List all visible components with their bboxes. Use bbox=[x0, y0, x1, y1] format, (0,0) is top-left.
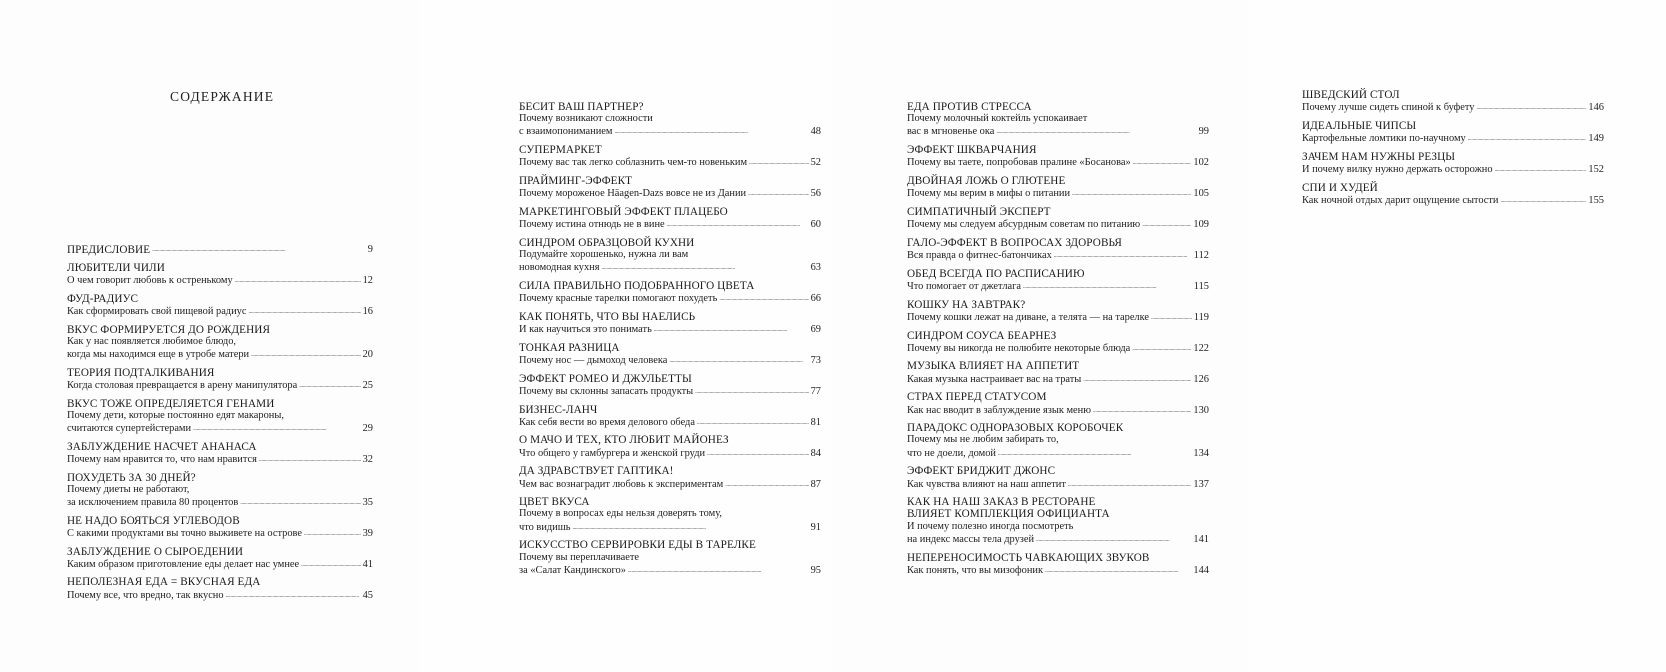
toc-entry-title: ТОНКАЯ РАЗНИЦА bbox=[519, 341, 620, 354]
dot-leader bbox=[697, 416, 809, 429]
dot-leader bbox=[749, 156, 809, 169]
toc-entry bbox=[519, 280, 821, 305]
toc-entry-subtitle: Как ночной отдых дарит ощущение сытости bbox=[1302, 194, 1499, 206]
toc-entry-subtitle: что видишь bbox=[519, 521, 571, 533]
toc-entry-subtitle: Почему дети, которые постоянно едят макароны, bbox=[67, 409, 284, 421]
toc-entry-title: ШВЕДСКИЙ СТОЛ bbox=[1302, 89, 1400, 101]
toc-entry bbox=[907, 299, 1209, 324]
dot-leader bbox=[1476, 101, 1586, 114]
toc-entry-title: СИЛА ПРАВИЛЬНО ПОДОБРАННОГО ЦВЕТА bbox=[519, 279, 755, 292]
toc-entry-title: ВКУС ФОРМИРУЕТСЯ ДО РОЖДЕНИЯ bbox=[67, 323, 271, 336]
toc-page-number: 9 bbox=[367, 244, 373, 255]
toc-entry-title: ИСКУССТВО СЕРВИРОВКИ ЕДЫ В ТАРЕЛКЕ bbox=[519, 539, 756, 552]
toc-entry bbox=[519, 237, 821, 275]
toc-page-number: 130 bbox=[1193, 404, 1209, 416]
dot-leader bbox=[602, 261, 809, 274]
toc-entry-subtitle: Почему мы верим в мифы о питании bbox=[907, 188, 1071, 200]
toc-entry-subtitle: Картофельные ломтики по-научному bbox=[1302, 133, 1466, 145]
toc-page-number: 12 bbox=[362, 274, 373, 286]
dot-leader bbox=[572, 521, 808, 534]
dot-leader bbox=[240, 496, 360, 509]
dot-leader bbox=[695, 385, 808, 398]
toc-entry-title: СУПЕРМАРКЕТ bbox=[519, 144, 602, 157]
toc-entry-subtitle: Почему мороженое Häagen-Dazs вовсе не из Дании bbox=[519, 188, 747, 200]
toc-entry bbox=[1302, 151, 1604, 176]
toc-page-number: 48 bbox=[810, 126, 821, 138]
toc-entry-title: ЦВЕТ ВКУСА bbox=[519, 496, 590, 509]
toc-entry-subtitle: Что общего у гамбургера и женской груди bbox=[519, 447, 706, 459]
toc-column-2 bbox=[519, 101, 821, 583]
toc-entry bbox=[67, 324, 373, 362]
toc-page-number: 91 bbox=[810, 521, 821, 533]
dot-leader bbox=[725, 478, 808, 491]
toc-entry bbox=[67, 441, 373, 466]
toc-entry bbox=[519, 175, 821, 200]
toc-entry-subtitle: И почему полезно иногда посмотреть bbox=[907, 520, 1074, 532]
dot-leader bbox=[259, 453, 361, 466]
toc-page-number: 155 bbox=[1588, 194, 1604, 206]
toc-entry bbox=[519, 404, 821, 429]
toc-entry-subtitle: Почему кошки лежат на диване, а телята — на тарелке bbox=[907, 311, 1150, 323]
toc-entry bbox=[907, 237, 1209, 262]
toc-entry bbox=[519, 434, 821, 459]
toc-entry-subtitle: Почему мы следуем абсурдным советам по питанию bbox=[907, 219, 1141, 231]
dot-leader bbox=[1151, 311, 1192, 324]
toc-entry-subtitle: Как чувства влияют на наш аппетит bbox=[907, 478, 1066, 490]
dot-leader bbox=[996, 125, 1196, 138]
dot-leader bbox=[1495, 163, 1587, 176]
toc-entry-subtitle: Почему диеты не работают, bbox=[67, 483, 190, 495]
toc-entry-title: О МАЧО И ТЕХ, КТО ЛЮБИТ МАЙОНЕЗ bbox=[519, 434, 729, 447]
toc-entry bbox=[67, 262, 373, 287]
toc-page-number: 66 bbox=[810, 293, 821, 305]
toc-entry-title: МУЗЫКА ВЛИЯЕТ НА АППЕТИТ bbox=[907, 360, 1080, 373]
toc-entry-title: ЭФФЕКТ ШКВАРЧАНИЯ bbox=[907, 144, 1037, 157]
toc-page-number: 20 bbox=[362, 348, 373, 360]
dot-leader bbox=[193, 422, 361, 435]
dot-leader bbox=[299, 379, 360, 392]
toc-page-number: 112 bbox=[1193, 250, 1209, 262]
toc-entry-subtitle: Почему в вопросах еды нельзя доверять тому, bbox=[519, 508, 722, 520]
toc-page-number: 134 bbox=[1193, 447, 1209, 459]
toc-entry-subtitle: вас в мгновенье ока bbox=[907, 126, 995, 138]
toc-entry-subtitle: Почему все, что вредно, так вкусно bbox=[67, 589, 224, 601]
toc-page-number: 32 bbox=[362, 453, 373, 465]
toc-entry-title: СИНДРОМ СОУСА БЕАРНЕЗ bbox=[907, 329, 1057, 342]
toc-entry-subtitle: Как нас вводит в заблуждение язык меню bbox=[907, 404, 1091, 416]
toc-entry-title: ВКУС ТОЖЕ ОПРЕДЕЛЯЕТСЯ ГЕНАМИ bbox=[67, 397, 275, 410]
dot-leader bbox=[1072, 187, 1191, 200]
toc-page-number: 35 bbox=[362, 496, 373, 508]
toc-page-number: 41 bbox=[362, 558, 373, 570]
toc-entry-title: ТЕОРИЯ ПОДТАЛКИВАНИЯ bbox=[67, 366, 215, 379]
toc-entry-subtitle: за «Салат Кандинского» bbox=[519, 564, 626, 576]
toc-page-number: 95 bbox=[810, 564, 821, 576]
toc-entry-title: ПРЕДИСЛОВИЕ bbox=[67, 244, 151, 256]
toc-entry bbox=[519, 101, 821, 139]
toc-entry-title: ПОХУДЕТЬ ЗА 30 ДНЕЙ? bbox=[67, 471, 196, 484]
toc-entry-subtitle: Что помогает от джетлага bbox=[907, 280, 1021, 292]
dot-leader bbox=[1054, 249, 1192, 262]
toc-page-number: 77 bbox=[810, 385, 821, 397]
dot-leader bbox=[719, 292, 808, 305]
dot-leader bbox=[654, 323, 809, 336]
toc-entry-subtitle: Почему мы не любим забирать то, bbox=[907, 434, 1059, 446]
toc-entry-subtitle: Почему вы никогда не полюбите некоторые блюда bbox=[907, 342, 1131, 354]
toc-entry-title: ЗАБЛУЖДЕНИЕ НАСЧЕТ АНАНАСА bbox=[67, 440, 257, 453]
toc-page-number: 119 bbox=[1193, 311, 1209, 323]
toc-entry bbox=[907, 330, 1209, 355]
toc-entry bbox=[1302, 182, 1604, 207]
dot-leader bbox=[1133, 156, 1192, 169]
toc-entry-subtitle: новомодная кухня bbox=[519, 262, 600, 274]
toc-entry bbox=[519, 373, 821, 398]
toc-entry bbox=[907, 496, 1209, 546]
toc-entry-title: ПРАЙМИНГ-ЭФФЕКТ bbox=[519, 175, 633, 188]
dot-leader bbox=[1093, 404, 1191, 417]
toc-entry-subtitle: Почему нос — дымоход человека bbox=[519, 354, 668, 366]
toc-page-number: 102 bbox=[1193, 157, 1209, 169]
toc-page-number: 141 bbox=[1193, 533, 1209, 545]
toc-entry bbox=[67, 515, 373, 540]
toc-page-number: 115 bbox=[1193, 280, 1209, 292]
toc-entry-title: ДВОЙНАЯ ЛОЖЬ О ГЛЮТЕНЕ bbox=[907, 175, 1066, 188]
toc-entry-subtitle: Почему красные тарелки помогают похудеть bbox=[519, 293, 718, 305]
toc-entry-subtitle: Чем вас вознаградит любовь к экспериментам bbox=[519, 478, 724, 490]
toc-entry-subtitle: Почему вы таете, попробовав пралине «Босанова» bbox=[907, 157, 1131, 169]
toc-page-number: 52 bbox=[810, 157, 821, 169]
toc-column-3 bbox=[907, 101, 1209, 583]
toc-page-number: 63 bbox=[810, 262, 821, 274]
toc-entry-title: ЕДА ПРОТИВ СТРЕССА bbox=[907, 101, 1032, 113]
toc-entry-subtitle: Как сформировать свой пищевой радиус bbox=[67, 305, 247, 317]
toc-entry bbox=[519, 144, 821, 169]
page-title: СОДЕРЖАНИЕ bbox=[170, 89, 275, 104]
toc-entry bbox=[907, 206, 1209, 231]
toc-entry bbox=[67, 367, 373, 392]
toc-entry-subtitle: Почему нам нравится то, что нам нравится bbox=[67, 453, 257, 465]
toc-entry-subtitle: Почему вы переплачиваете bbox=[519, 551, 639, 563]
toc-entry bbox=[907, 422, 1209, 460]
dot-leader bbox=[152, 243, 366, 256]
toc-entry-title: ОБЕД ВСЕГДА ПО РАСПИСАНИЮ bbox=[907, 267, 1085, 280]
toc-entry-title: НЕПЕРЕНОСИМОСТЬ ЧАВКАЮЩИХ ЗВУКОВ bbox=[907, 551, 1150, 564]
dot-leader bbox=[1132, 342, 1191, 355]
toc-entry bbox=[907, 268, 1209, 293]
toc-page-number: 149 bbox=[1588, 133, 1604, 145]
toc-entry bbox=[907, 101, 1209, 139]
toc-entry-subtitle: Почему возникают сложности bbox=[519, 113, 653, 125]
toc-entry bbox=[67, 293, 373, 318]
toc-entry-title: ПАРАДОКС ОДНОРАЗОВЫХ КОРОБОЧЕК bbox=[907, 422, 1124, 435]
toc-page-number: 137 bbox=[1193, 478, 1209, 490]
toc-entry-title: ЗАЧЕМ НАМ НУЖНЫ РЕЗЦЫ bbox=[1302, 150, 1456, 163]
toc-entry-title: БЕСИТ ВАШ ПАРТНЕР? bbox=[519, 101, 644, 113]
toc-column-1 bbox=[67, 243, 373, 607]
toc-entry-title: ДА ЗДРАВСТВУЕТ ГАПТИКА! bbox=[519, 465, 674, 478]
dot-leader bbox=[1068, 478, 1192, 491]
toc-entry bbox=[1302, 89, 1604, 114]
toc-entry-title: СПИ И ХУДЕЙ bbox=[1302, 181, 1378, 194]
toc-entry-title: НЕПОЛЕЗНАЯ ЕДА = ВКУСНАЯ ЕДА bbox=[67, 576, 261, 589]
toc-entry-subtitle: Как себя вести во время делового обеда bbox=[519, 416, 695, 428]
toc-entry bbox=[907, 552, 1209, 577]
toc-entry-title: СТРАХ ПЕРЕД СТАТУСОМ bbox=[907, 391, 1047, 404]
toc-entry bbox=[519, 465, 821, 490]
toc-entry bbox=[519, 311, 821, 336]
toc-entry-title: ЛЮБИТЕЛИ ЧИЛИ bbox=[67, 261, 165, 274]
toc-entry-title: КАК НА НАШ ЗАКАЗ В РЕСТОРАНЕ ВЛИЯЕТ КОМПЛЕКЦИЯ ОФИЦИАНТА bbox=[907, 496, 1110, 521]
dot-leader bbox=[251, 348, 361, 361]
toc-entry-title: СИНДРОМ ОБРАЗЦОВОЙ КУХНИ bbox=[519, 236, 695, 249]
toc-entry-title: БИЗНЕС-ЛАНЧ bbox=[519, 403, 598, 416]
toc-entry-subtitle: Как понять, что вы мизофоник bbox=[907, 564, 1044, 576]
dot-leader bbox=[707, 447, 809, 460]
dot-leader bbox=[248, 305, 360, 318]
dot-leader bbox=[628, 564, 809, 577]
toc-entry-title: ЭФФЕКТ РОМЕО И ДЖУЛЬЕТТЫ bbox=[519, 372, 692, 385]
toc-entry-title: ГАЛО-ЭФФЕКТ В ВОПРОСАХ ЗДОРОВЬЯ bbox=[907, 236, 1122, 249]
dot-leader bbox=[1045, 564, 1191, 577]
dot-leader bbox=[1036, 533, 1191, 546]
toc-entry-subtitle: Каким образом приготовление еды делает нас умнее bbox=[67, 558, 300, 570]
toc-page-number: 152 bbox=[1588, 164, 1604, 176]
toc-page-number: 146 bbox=[1588, 102, 1604, 114]
toc-page-number: 84 bbox=[810, 447, 821, 459]
toc-entry bbox=[67, 546, 373, 571]
toc-entry-subtitle: с взаимопониманием bbox=[519, 126, 613, 138]
toc-entry-title: НЕ НАДО БОЯТЬСЯ УГЛЕВОДОВ bbox=[67, 514, 240, 527]
toc-entry-subtitle: О чем говорит любовь к остренькому bbox=[67, 274, 233, 286]
toc-entry bbox=[907, 360, 1209, 385]
toc-entry-subtitle: Какая музыка настраивает вас на траты bbox=[907, 373, 1082, 385]
toc-page-number: 105 bbox=[1193, 188, 1209, 200]
toc-entry bbox=[67, 472, 373, 510]
toc-entry-title: СИМПАТИЧНЫЙ ЭКСПЕРТ bbox=[907, 205, 1051, 218]
dot-leader bbox=[614, 125, 808, 138]
toc-entry bbox=[519, 496, 821, 534]
toc-entry-title: КАК ПОНЯТЬ, ЧТО ВЫ НАЕЛИСЬ bbox=[519, 310, 696, 323]
toc-entry-subtitle: Как у нас появляется любимое блюдо, bbox=[67, 335, 236, 347]
dot-leader bbox=[669, 354, 808, 367]
toc-entry bbox=[67, 576, 373, 601]
toc-page-number: 109 bbox=[1193, 219, 1209, 231]
toc-entry bbox=[907, 465, 1209, 490]
dot-leader bbox=[304, 527, 361, 540]
toc-entry-subtitle: Подумайте хорошенько, нужна ли вам bbox=[519, 249, 689, 261]
toc-page-number: 56 bbox=[810, 188, 821, 200]
dot-leader bbox=[226, 589, 361, 602]
toc-entry-title: ЭФФЕКТ БРИДЖИТ ДЖОНС bbox=[907, 465, 1056, 478]
toc-entry bbox=[1302, 120, 1604, 145]
toc-entry-title: ФУД-РАДИУС bbox=[67, 292, 139, 305]
toc-entry-subtitle: Почему вы склонны запасать продукты bbox=[519, 385, 694, 397]
dot-leader bbox=[1142, 218, 1191, 231]
dot-leader bbox=[235, 274, 361, 287]
toc-entry bbox=[67, 398, 373, 436]
toc-entry-subtitle: Вся правда о фитнес-батончиках bbox=[907, 250, 1052, 262]
dot-leader bbox=[998, 447, 1191, 460]
toc-page-number: 73 bbox=[810, 354, 821, 366]
toc-entry-subtitle: на индекс массы тела друзей bbox=[907, 533, 1035, 545]
toc-entry-subtitle: когда мы находимся еще в утробе матери bbox=[67, 348, 250, 360]
toc-page-number: 144 bbox=[1193, 564, 1209, 576]
toc-page-number: 69 bbox=[810, 324, 821, 336]
toc-entry-subtitle: за исключением правила 80 процентов bbox=[67, 496, 239, 508]
toc-entry-subtitle: С какими продуктами вы точно выживете на острове bbox=[67, 527, 303, 539]
toc-entry-subtitle: Почему молочный коктейль успокаивает bbox=[907, 113, 1088, 125]
toc-page-number: 16 bbox=[362, 305, 373, 317]
toc-entry-subtitle: Почему истина отнюдь не в вине bbox=[519, 219, 665, 231]
toc-page-number: 87 bbox=[810, 478, 821, 490]
toc-page-number: 25 bbox=[362, 379, 373, 391]
toc-entry bbox=[67, 243, 373, 256]
toc-entry bbox=[907, 175, 1209, 200]
toc-entry bbox=[519, 539, 821, 577]
toc-page-number: 60 bbox=[810, 219, 821, 231]
toc-entry bbox=[519, 342, 821, 367]
dot-leader bbox=[748, 187, 809, 200]
toc-entry-title: ИДЕАЛЬНЫЕ ЧИПСЫ bbox=[1302, 119, 1417, 132]
toc-entry-subtitle: Почему лучше сидеть спиной к буфету bbox=[1302, 102, 1475, 114]
toc-entry-subtitle: И почему вилку нужно держать осторожно bbox=[1302, 164, 1493, 176]
toc-entry-subtitle: что не доели, домой bbox=[907, 447, 996, 459]
toc-entry-title: КОШКУ НА ЗАВТРАК? bbox=[907, 298, 1026, 311]
toc-page-number: 81 bbox=[810, 416, 821, 428]
toc-entry bbox=[519, 206, 821, 231]
toc-entry bbox=[907, 144, 1209, 169]
toc-page-number: 122 bbox=[1193, 342, 1209, 354]
toc-page-number: 39 bbox=[362, 527, 373, 539]
dot-leader bbox=[301, 558, 360, 571]
toc-page-number: 99 bbox=[1198, 126, 1209, 138]
toc-entry-subtitle: И как научиться это понимать bbox=[519, 324, 652, 336]
toc-column-4 bbox=[1302, 89, 1604, 213]
toc-entry-subtitle: Почему вас так легко соблазнить чем-то новеньким bbox=[519, 157, 748, 169]
toc-page-number: 29 bbox=[362, 422, 373, 434]
toc-entry-subtitle: считаются супертейстерами bbox=[67, 422, 192, 434]
dot-leader bbox=[667, 218, 809, 231]
dot-leader bbox=[1083, 373, 1191, 386]
toc-entry bbox=[907, 391, 1209, 416]
toc-entry-title: МАРКЕТИНГОВЫЙ ЭФФЕКТ ПЛАЦЕБО bbox=[519, 205, 728, 218]
dot-leader bbox=[1468, 132, 1587, 145]
toc-entry-subtitle: Когда столовая превращается в арену манипулятора bbox=[67, 379, 298, 391]
dot-leader bbox=[1023, 280, 1192, 293]
toc-page-number: 45 bbox=[362, 589, 373, 601]
dot-leader bbox=[1501, 194, 1587, 207]
toc-entry-title: ЗАБЛУЖДЕНИЕ О СЫРОЕДЕНИИ bbox=[67, 545, 244, 558]
toc-page-number: 126 bbox=[1193, 373, 1209, 385]
